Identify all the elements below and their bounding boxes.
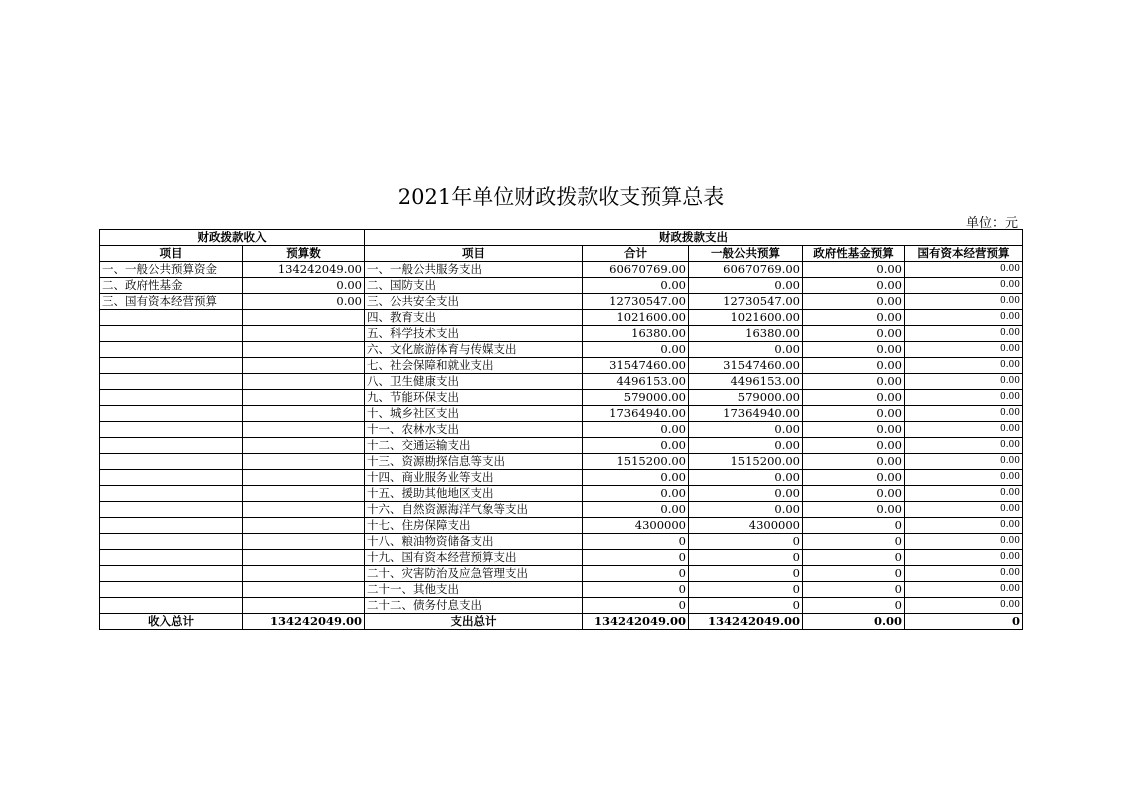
total-header: 合计 bbox=[583, 246, 689, 262]
expense-item-cell: 三、公共安全支出 bbox=[365, 294, 583, 310]
group-header-row bbox=[100, 230, 1023, 246]
gov-fund-cell: 0.00 bbox=[803, 262, 905, 278]
total-cell: 4300000 bbox=[583, 518, 689, 534]
state-capital-cell: 0.00 bbox=[905, 262, 1023, 278]
expense-group-header: 财政拨款支出 bbox=[365, 230, 1023, 246]
total-cell: 0.00 bbox=[583, 502, 689, 518]
income-item-cell bbox=[100, 502, 243, 518]
expense-item-cell: 九、节能环保支出 bbox=[365, 390, 583, 406]
income-amount-cell bbox=[243, 470, 365, 486]
gov-fund-cell: 0 bbox=[803, 534, 905, 550]
state-capital-cell: 0.00 bbox=[905, 470, 1023, 486]
table-row bbox=[100, 406, 1023, 422]
general-budget-cell: 0.00 bbox=[689, 486, 803, 502]
state-capital-cell: 0.00 bbox=[905, 358, 1023, 374]
total-cell: 0.00 bbox=[583, 470, 689, 486]
expense-item-cell: 十四、商业服务业等支出 bbox=[365, 470, 583, 486]
table-row bbox=[100, 502, 1023, 518]
general-budget-cell: 0 bbox=[689, 582, 803, 598]
total-cell: 0 bbox=[583, 550, 689, 566]
general-budget-cell: 0 bbox=[689, 550, 803, 566]
income-amount-cell bbox=[243, 358, 365, 374]
table-row bbox=[100, 438, 1023, 454]
income-amount-cell: 0.00 bbox=[243, 278, 365, 294]
general-budget-cell: 31547460.00 bbox=[689, 358, 803, 374]
general-budget-total: 134242049.00 bbox=[689, 614, 803, 630]
total-cell: 0.00 bbox=[583, 486, 689, 502]
general-budget-cell: 12730547.00 bbox=[689, 294, 803, 310]
income-item-cell bbox=[100, 342, 243, 358]
income-item-cell bbox=[100, 406, 243, 422]
general-budget-cell: 17364940.00 bbox=[689, 406, 803, 422]
table-row bbox=[100, 422, 1023, 438]
table-row bbox=[100, 278, 1023, 294]
state-capital-cell: 0.00 bbox=[905, 502, 1023, 518]
income-item-cell bbox=[100, 326, 243, 342]
gov-fund-cell: 0.00 bbox=[803, 406, 905, 422]
general-budget-cell: 1021600.00 bbox=[689, 310, 803, 326]
income-item-cell bbox=[100, 470, 243, 486]
income-amount-cell bbox=[243, 454, 365, 470]
state-capital-cell: 0.00 bbox=[905, 598, 1023, 614]
expense-item-cell: 十二、交通运输支出 bbox=[365, 438, 583, 454]
state-capital-cell: 0.00 bbox=[905, 374, 1023, 390]
income-total-amount: 134242049.00 bbox=[243, 614, 365, 630]
income-amount-cell bbox=[243, 374, 365, 390]
expense-item-cell: 十八、粮油物资储备支出 bbox=[365, 534, 583, 550]
general-budget-cell: 0.00 bbox=[689, 278, 803, 294]
expense-item-cell: 七、社会保障和就业支出 bbox=[365, 358, 583, 374]
income-item-cell bbox=[100, 438, 243, 454]
general-budget-cell: 1515200.00 bbox=[689, 454, 803, 470]
state-capital-cell: 0.00 bbox=[905, 310, 1023, 326]
income-group-header: 财政拨款收入 bbox=[100, 230, 365, 246]
state-capital-cell: 0.00 bbox=[905, 390, 1023, 406]
general-budget-cell: 4300000 bbox=[689, 518, 803, 534]
gov-fund-cell: 0.00 bbox=[803, 486, 905, 502]
gov-fund-cell: 0 bbox=[803, 598, 905, 614]
general-budget-cell: 0 bbox=[689, 566, 803, 582]
table-row bbox=[100, 262, 1023, 278]
total-cell: 17364940.00 bbox=[583, 406, 689, 422]
state-capital-cell: 0.00 bbox=[905, 342, 1023, 358]
table-row bbox=[100, 582, 1023, 598]
gov-fund-cell: 0.00 bbox=[803, 390, 905, 406]
gov-fund-cell: 0.00 bbox=[803, 278, 905, 294]
expense-item-cell: 十、城乡社区支出 bbox=[365, 406, 583, 422]
total-cell: 0 bbox=[583, 598, 689, 614]
table-row bbox=[100, 358, 1023, 374]
income-amount-cell bbox=[243, 518, 365, 534]
gov-fund-cell: 0 bbox=[803, 518, 905, 534]
gov-fund-cell: 0.00 bbox=[803, 358, 905, 374]
table-row bbox=[100, 342, 1023, 358]
expense-item-cell: 十一、农林水支出 bbox=[365, 422, 583, 438]
column-header-row bbox=[100, 246, 1023, 262]
state-capital-cell: 0.00 bbox=[905, 454, 1023, 470]
income-amount-cell bbox=[243, 582, 365, 598]
general-budget-cell: 0.00 bbox=[689, 422, 803, 438]
state-capital-cell: 0.00 bbox=[905, 406, 1023, 422]
income-amount-cell bbox=[243, 390, 365, 406]
income-amount-cell bbox=[243, 406, 365, 422]
total-cell: 60670769.00 bbox=[583, 262, 689, 278]
total-cell: 0.00 bbox=[583, 438, 689, 454]
gov-fund-cell: 0.00 bbox=[803, 342, 905, 358]
gov-fund-total: 0.00 bbox=[803, 614, 905, 630]
state-capital-cell: 0.00 bbox=[905, 294, 1023, 310]
gov-fund-cell: 0.00 bbox=[803, 294, 905, 310]
table-row bbox=[100, 534, 1023, 550]
state-capital-cell: 0.00 bbox=[905, 422, 1023, 438]
income-amount-cell bbox=[243, 566, 365, 582]
total-cell: 0.00 bbox=[583, 278, 689, 294]
general-budget-cell: 0 bbox=[689, 534, 803, 550]
income-amount-cell bbox=[243, 310, 365, 326]
total-cell: 1021600.00 bbox=[583, 310, 689, 326]
general-budget-cell: 579000.00 bbox=[689, 390, 803, 406]
income-amount-cell bbox=[243, 598, 365, 614]
income-item-cell bbox=[100, 310, 243, 326]
income-item-cell bbox=[100, 374, 243, 390]
table-row bbox=[100, 518, 1023, 534]
expense-item-cell: 四、教育支出 bbox=[365, 310, 583, 326]
general-budget-header: 一般公共预算 bbox=[689, 246, 803, 262]
expense-item-cell: 十七、住房保障支出 bbox=[365, 518, 583, 534]
income-amount-cell bbox=[243, 326, 365, 342]
total-cell: 0.00 bbox=[583, 342, 689, 358]
expense-item-cell: 十六、自然资源海洋气象等支出 bbox=[365, 502, 583, 518]
general-budget-cell: 4496153.00 bbox=[689, 374, 803, 390]
state-capital-cell: 0.00 bbox=[905, 278, 1023, 294]
total-cell: 0 bbox=[583, 566, 689, 582]
total-cell: 16380.00 bbox=[583, 326, 689, 342]
general-budget-cell: 0 bbox=[689, 598, 803, 614]
table-row bbox=[100, 486, 1023, 502]
table-row bbox=[100, 294, 1023, 310]
table-row bbox=[100, 598, 1023, 614]
income-item-cell bbox=[100, 422, 243, 438]
gov-fund-cell: 0.00 bbox=[803, 374, 905, 390]
income-amount-cell bbox=[243, 422, 365, 438]
income-item-cell bbox=[100, 518, 243, 534]
income-amount-cell: 134242049.00 bbox=[243, 262, 365, 278]
table-row bbox=[100, 310, 1023, 326]
gov-fund-header: 政府性基金预算 bbox=[803, 246, 905, 262]
table-row bbox=[100, 454, 1023, 470]
income-item-cell bbox=[100, 582, 243, 598]
table-row bbox=[100, 550, 1023, 566]
total-cell: 31547460.00 bbox=[583, 358, 689, 374]
total-cell: 0 bbox=[583, 582, 689, 598]
general-budget-cell: 0.00 bbox=[689, 470, 803, 486]
income-item-header: 项目 bbox=[100, 246, 243, 262]
gov-fund-cell: 0 bbox=[803, 582, 905, 598]
general-budget-cell: 0.00 bbox=[689, 342, 803, 358]
total-cell: 12730547.00 bbox=[583, 294, 689, 310]
income-item-cell: 一、一般公共预算资金 bbox=[100, 262, 243, 278]
gov-fund-cell: 0.00 bbox=[803, 310, 905, 326]
total-cell: 4496153.00 bbox=[583, 374, 689, 390]
income-item-cell bbox=[100, 486, 243, 502]
gov-fund-cell: 0.00 bbox=[803, 326, 905, 342]
state-capital-header: 国有资本经营预算 bbox=[905, 246, 1023, 262]
expense-item-cell: 二十、灾害防治及应急管理支出 bbox=[365, 566, 583, 582]
state-capital-cell: 0.00 bbox=[905, 534, 1023, 550]
expense-item-cell: 二、国防支出 bbox=[365, 278, 583, 294]
gov-fund-cell: 0.00 bbox=[803, 438, 905, 454]
gov-fund-cell: 0.00 bbox=[803, 470, 905, 486]
table-row bbox=[100, 326, 1023, 342]
expense-item-cell: 六、文化旅游体育与传媒支出 bbox=[365, 342, 583, 358]
income-item-cell bbox=[100, 550, 243, 566]
gov-fund-cell: 0 bbox=[803, 550, 905, 566]
income-item-cell: 二、政府性基金 bbox=[100, 278, 243, 294]
general-budget-cell: 0.00 bbox=[689, 502, 803, 518]
total-cell: 0 bbox=[583, 534, 689, 550]
gov-fund-cell: 0.00 bbox=[803, 454, 905, 470]
expense-total-amount: 134242049.00 bbox=[583, 614, 689, 630]
table-row bbox=[100, 470, 1023, 486]
budget-table bbox=[99, 229, 1023, 630]
unit-label: 单位：元 bbox=[965, 216, 1018, 231]
expense-item-cell: 二十一、其他支出 bbox=[365, 582, 583, 598]
page-title: 2021年单位财政拨款收支预算总表 bbox=[397, 185, 725, 209]
general-budget-cell: 60670769.00 bbox=[689, 262, 803, 278]
expense-item-cell: 十九、国有资本经营预算支出 bbox=[365, 550, 583, 566]
state-capital-cell: 0.00 bbox=[905, 566, 1023, 582]
income-amount-cell bbox=[243, 342, 365, 358]
general-budget-cell: 16380.00 bbox=[689, 326, 803, 342]
income-item-cell bbox=[100, 534, 243, 550]
expense-item-header: 项目 bbox=[365, 246, 583, 262]
income-item-cell bbox=[100, 454, 243, 470]
table-row bbox=[100, 390, 1023, 406]
income-item-cell bbox=[100, 598, 243, 614]
income-amount-header: 预算数 bbox=[243, 246, 365, 262]
total-cell: 1515200.00 bbox=[583, 454, 689, 470]
totals-row bbox=[100, 614, 1023, 630]
state-capital-cell: 0.00 bbox=[905, 550, 1023, 566]
total-cell: 0.00 bbox=[583, 422, 689, 438]
expense-item-cell: 二十二、债务付息支出 bbox=[365, 598, 583, 614]
income-amount-cell: 0.00 bbox=[243, 294, 365, 310]
income-amount-cell bbox=[243, 486, 365, 502]
state-capital-cell: 0.00 bbox=[905, 518, 1023, 534]
general-budget-cell: 0.00 bbox=[689, 438, 803, 454]
expense-item-cell: 五、科学技术支出 bbox=[365, 326, 583, 342]
table-row bbox=[100, 566, 1023, 582]
gov-fund-cell: 0 bbox=[803, 566, 905, 582]
expense-item-cell: 十三、资源勘探信息等支出 bbox=[365, 454, 583, 470]
income-item-cell: 三、国有资本经营预算 bbox=[100, 294, 243, 310]
expense-total-label: 支出总计 bbox=[365, 614, 583, 630]
expense-item-cell: 八、卫生健康支出 bbox=[365, 374, 583, 390]
income-amount-cell bbox=[243, 550, 365, 566]
income-total-label: 收入总计 bbox=[100, 614, 243, 630]
table-row bbox=[100, 374, 1023, 390]
state-capital-cell: 0.00 bbox=[905, 582, 1023, 598]
state-capital-cell: 0.00 bbox=[905, 326, 1023, 342]
income-item-cell bbox=[100, 390, 243, 406]
state-capital-cell: 0.00 bbox=[905, 438, 1023, 454]
expense-item-cell: 十五、援助其他地区支出 bbox=[365, 486, 583, 502]
state-capital-cell: 0.00 bbox=[905, 486, 1023, 502]
income-amount-cell bbox=[243, 438, 365, 454]
income-amount-cell bbox=[243, 502, 365, 518]
gov-fund-cell: 0.00 bbox=[803, 422, 905, 438]
gov-fund-cell: 0.00 bbox=[803, 502, 905, 518]
total-cell: 579000.00 bbox=[583, 390, 689, 406]
income-item-cell bbox=[100, 358, 243, 374]
expense-item-cell: 一、一般公共服务支出 bbox=[365, 262, 583, 278]
state-capital-total: 0 bbox=[905, 614, 1023, 630]
income-amount-cell bbox=[243, 534, 365, 550]
income-item-cell bbox=[100, 566, 243, 582]
